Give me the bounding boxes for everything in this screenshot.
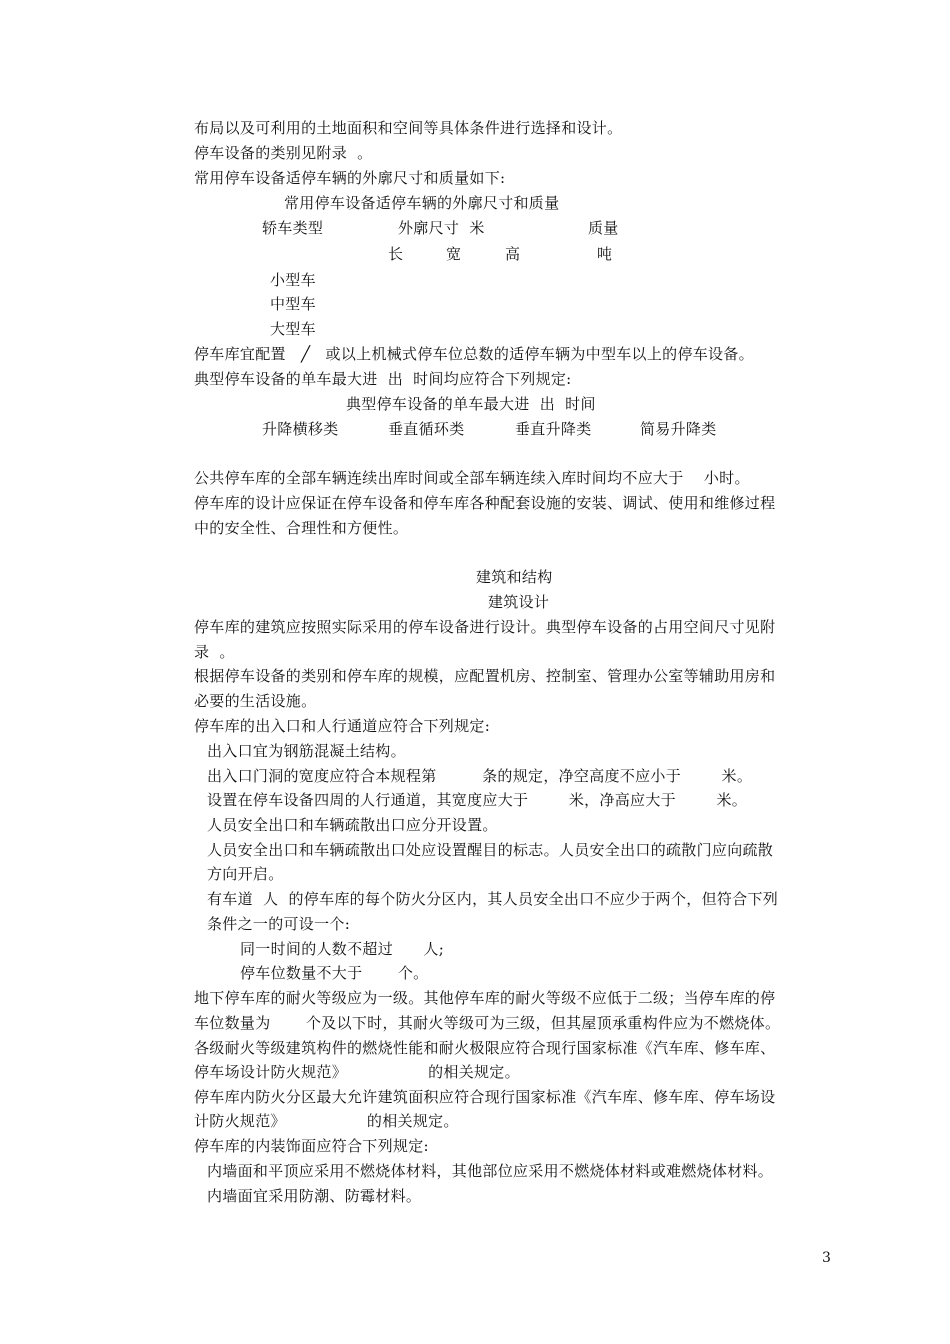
body-text-line: 停车设备的类别见附录 。 (194, 144, 373, 162)
table-title: 常用停车设备适停车辆的外廓尺寸和质量 (284, 194, 560, 212)
body-text-line: 公共停车库的全部车辆连续出库时间或全部车辆连续入库时间均不应大于 小时。 (194, 469, 750, 487)
table-header-cell: 升降横移类 (262, 420, 339, 438)
body-text-line: 根据停车设备的类别和停车库的规模，应配置机房、控制室、管理办公室等辅助用房和 (194, 667, 776, 685)
body-text-line: 计防火规范》 的相关规定。 (194, 1112, 459, 1130)
body-text-line: 典型停车设备的单车最大进 出 时间均应符合下列规定: (194, 370, 572, 388)
body-text-line: 停车场设计防火规范》 的相关规定。 (194, 1063, 520, 1081)
table-header-cell: 宽 (446, 245, 462, 263)
table-row-label: 大型车 (270, 320, 316, 338)
table-header-cell: 垂直升降类 (515, 420, 592, 438)
list-item: 条件之一的可设一个: (207, 915, 351, 933)
table-header-cell: 吨 (597, 245, 613, 263)
table-header-cell: 质量 (588, 219, 619, 237)
body-text-line: 布局以及可利用的土地面积和空间等具体条件进行选择和设计。 (194, 119, 623, 137)
body-text-line: 地下停车库的耐火等级应为一级。其他停车库的耐火等级不应低于二级；当停车库的停 (194, 989, 776, 1007)
list-item: 方向开启。 (207, 865, 284, 883)
subsection-heading: 建筑设计 (488, 593, 550, 611)
list-item: 出入口宜为钢筋混凝土结构。 (207, 742, 406, 760)
sub-list-item: 同一时间的人数不超过 人; (240, 940, 445, 958)
section-heading: 建筑和结构 (476, 568, 553, 586)
body-text-line: 常用停车设备适停车辆的外廓尺寸和质量如下: (194, 169, 506, 187)
body-text-line: 停车库的设计应保证在停车设备和停车库各种配套设施的安装、调试、使用和维修过程 (194, 494, 776, 512)
list-item: 内墙面宜采用防潮、防霉材料。 (207, 1187, 422, 1205)
body-text-line: 中的安全性、合理性和方便性。 (194, 519, 409, 537)
table-row-label: 中型车 (270, 295, 316, 313)
table-header-cell: 轿车类型 (262, 219, 324, 237)
body-text-line: 车位数量为 个及以下时，其耐火等级可为三级，但其屋顶承重构件应为不燃烧体。 (194, 1014, 781, 1032)
list-item: 有车道 人 的停车库的每个防火分区内，其人员安全出口不应少于两个，但符合下列 (207, 890, 779, 908)
body-text-line: 停车库的建筑应按照实际采用的停车设备进行设计。典型停车设备的占用空间尺寸见附 (194, 618, 776, 636)
table-header-cell: 简易升降类 (640, 420, 717, 438)
body-text-line: 必要的生活设施。 (194, 692, 317, 710)
body-text-line: 停车库的出入口和人行通道应符合下列规定: (194, 717, 491, 735)
list-item: 内墙面和平顶应采用不燃烧体材料，其他部位应采用不燃烧体材料或难燃烧体材料。 (207, 1162, 774, 1180)
body-text-line: 停车库的内装饰面应符合下列规定: (194, 1137, 429, 1155)
table-header-cell: 垂直循环类 (388, 420, 465, 438)
list-item: 出入口门洞的宽度应符合本规程第 条的规定，净空高度不应小于 米。 (207, 767, 753, 785)
list-item: 人员安全出口和车辆疏散出口处应设置醒目的标志。人员安全出口的疏散门应向疏散 (207, 841, 774, 859)
sub-list-item: 停车位数量不大于 个。 (240, 964, 429, 982)
body-text-line: 停车库宜配置 ╱ 或以上机械式停车位总数的适停车辆为中型车以上的停车设备。 (194, 345, 754, 363)
table-header-cell: 外廓尺寸 米 (398, 219, 485, 237)
list-item: 人员安全出口和车辆疏散出口应分开设置。 (207, 816, 498, 834)
list-item: 设置在停车设备四周的人行通道，其宽度应大于 米，净高应大于 米。 (207, 791, 748, 809)
body-text-line: 录 。 (194, 643, 235, 661)
table-header-cell: 高 (505, 245, 521, 263)
table-title: 典型停车设备的单车最大进 出 时间 (346, 395, 596, 413)
table-header-cell: 长 (388, 245, 404, 263)
table-row-label: 小型车 (270, 271, 316, 289)
page-number: 3 (822, 1250, 831, 1266)
body-text-line: 停车库内防火分区最大允许建筑面积应符合现行国家标准《汽车库、修车库、停车场设 (194, 1088, 776, 1106)
body-text-line: 各级耐火等级建筑构件的燃烧性能和耐火极限应符合现行国家标准《汽车库、修车库、 (194, 1039, 776, 1057)
